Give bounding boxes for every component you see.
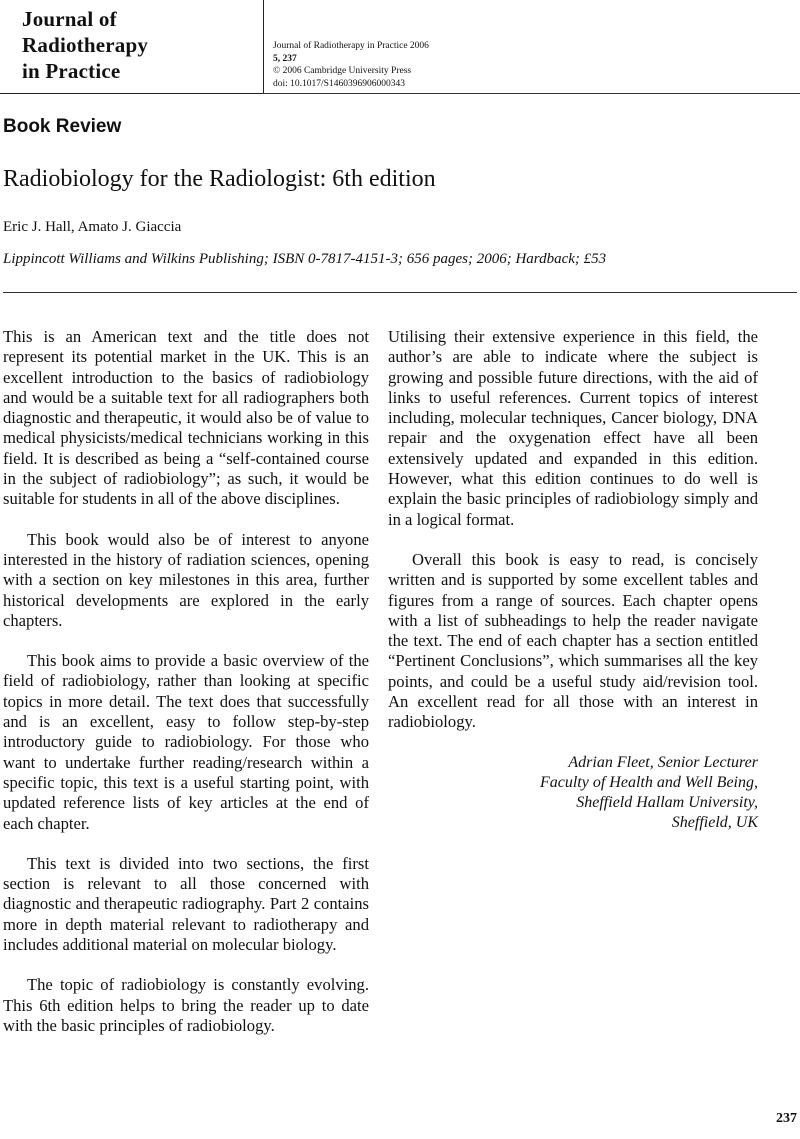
citation-block xyxy=(273,40,429,90)
publication-details: Lippincott Williams and Wilkins Publishing; ISBN 0-7817-4151-3; 656 pages; 2006; Hardback; £53 xyxy=(3,251,607,267)
body-paragraph: This book aims to provide a basic overview of the field of radiobiology, rather than looking at specific topics in more detail. The text does that successfully and is an excellent, easy to follow step-by-step introductory guide to radiobiology. For those who want to undertake further reading/research within a specific topic, this text is a useful starting point, with updated reference lists of key articles at the end of each chapter. xyxy=(3,651,369,833)
journal-name-line: in Practice xyxy=(22,59,121,83)
reviewer-faculty: Faculty of Health and Well Being, xyxy=(539,773,758,791)
reviewer-name: Adrian Fleet, Senior Lecturer xyxy=(568,753,758,771)
top-divider xyxy=(263,93,800,94)
page-number: 237 xyxy=(776,1111,797,1126)
citation-journal: Journal of Radiotherapy in Practice 2006 xyxy=(273,41,429,51)
citation-volume-page: 5, 237 xyxy=(273,53,297,64)
body-paragraph: The topic of radiobiology is constantly evolving. This 6th edition helps to bring the reader up to date with the basic principles of radiobiology. xyxy=(3,975,369,1035)
citation-doi[interactable]: doi: 10.1017/S1460396906000343 xyxy=(273,78,405,89)
body-paragraph: This book would also be of interest to anyone interested in the history of radiation sciences, opening with a section on key milestones in this area, further historical developments are explored in the early chapters. xyxy=(3,529,369,630)
body-paragraph: Utilising their extensive experience in this field, the author’s are able to indicate where the subject is growing and possible future directions, with the aid of links to useful references. Current topics of interest including, molecular techniques, Cancer biology, DNA repair and the oxygenation effect have all been extensively updated and expanded in this edition. However, what this edition continues to do well is explain the basic principles of radiobiology simply and in a logical format. xyxy=(388,327,758,529)
citation-copyright: © 2006 Cambridge University Press xyxy=(273,66,412,76)
reviewer-signature xyxy=(388,753,758,833)
reviewer-university: Sheffield Hallam University, xyxy=(576,793,758,811)
book-authors: Eric J. Hall, Amato J. Giaccia xyxy=(3,219,182,235)
right-column xyxy=(388,327,758,833)
body-paragraph: This is an American text and the title does not represent its potential market in the UK. This is an excellent introduction to the basics of radiobiology and would be a suitable text for all radiographers both diagnostic and therapeutic, it would also be of value to medical physicists/medical technicians working in this field. It is described as being a “self-contained course in the subject of radiobiology”; as such, it would be suitable for students in all of the above disciplines. xyxy=(3,327,369,509)
left-column xyxy=(3,327,369,1056)
journal-name-line: Journal of xyxy=(22,7,117,31)
body-paragraph: This text is divided into two sections, the first section is relevant to all those concerned with diagnostic and therapeutic radiography. Part 2 contains more in depth material relevant to radiotherapy and includes additional material on molecular biology. xyxy=(3,853,369,955)
journal-name xyxy=(22,6,148,84)
header-divider xyxy=(3,292,797,293)
reviewer-location: Sheffield, UK xyxy=(671,813,758,831)
journal-masthead xyxy=(0,0,264,94)
body-paragraph: Overall this book is easy to read, is concisely written and is supported by some excellent tables and figures from a range of sources. Each chapter opens with a list of subheadings to help the reader navigate the text. The end of each chapter has a section entitled “Pertinent Conclusions”, which summarises all the key points, and could be a useful study aid/revision tool. An excellent read for all those with an interest in radiobiology. xyxy=(388,549,758,732)
journal-name-line: Radiotherapy xyxy=(22,33,149,57)
section-label: Book Review xyxy=(3,116,122,137)
article-title: Radiobiology for the Radiologist: 6th edition xyxy=(3,166,436,192)
